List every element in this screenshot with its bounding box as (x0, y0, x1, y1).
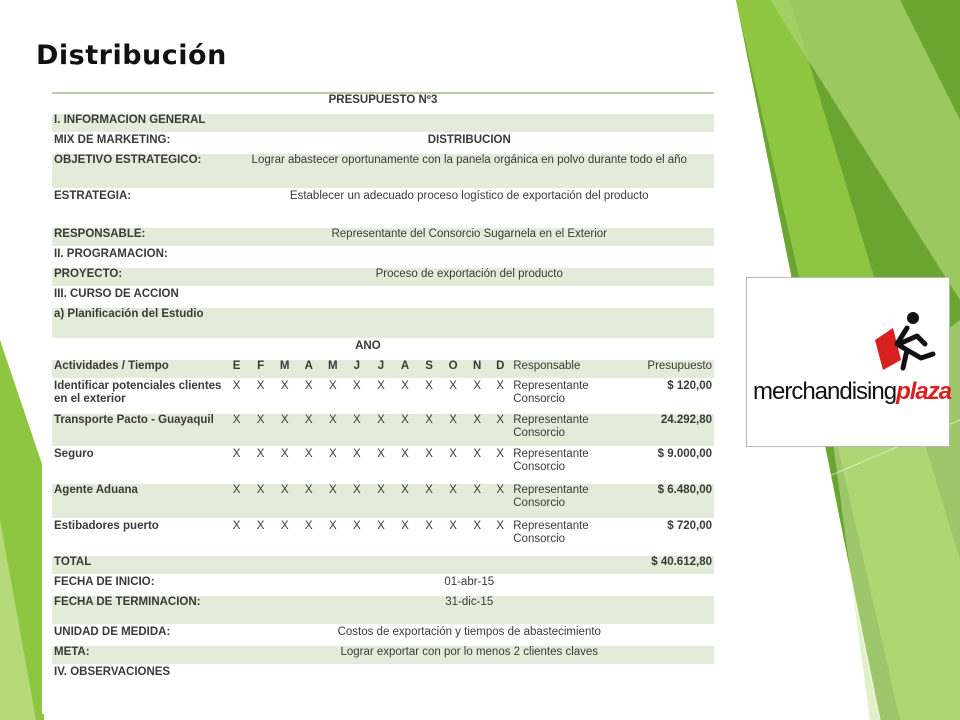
month-mark: X (249, 519, 273, 555)
section-observaciones: IV. OBSERVACIONES (52, 665, 714, 685)
month-mark: X (441, 519, 465, 555)
month-mark: X (249, 483, 273, 519)
month-mark: X (393, 483, 417, 519)
month-mark: X (345, 413, 369, 447)
budget-title: PRESUPUESTO Nº3 (52, 93, 714, 113)
month-mark: X (321, 519, 345, 555)
activity-row (52, 519, 714, 555)
month-mark: X (345, 447, 369, 483)
activity-responsable: Representante Consorcio (511, 483, 615, 519)
activity-row (52, 379, 714, 413)
budget-document (42, 86, 722, 714)
activity-name: Agente Aduana (52, 483, 225, 519)
activity-name: Identificar potenciales clientes en el exterior (52, 379, 225, 413)
table-row (52, 307, 714, 339)
month-mark: X (273, 483, 297, 519)
month-header: A (393, 359, 417, 379)
total-value: $ 40.612,80 (616, 555, 714, 575)
month-mark: X (489, 447, 511, 483)
objetivo-label: OBJETIVO ESTRATÉGICO: (52, 153, 225, 189)
total-row (52, 555, 714, 575)
activity-presupuesto: $ 120,00 (616, 379, 714, 413)
table-row (52, 113, 714, 133)
month-mark: X (369, 519, 393, 555)
month-mark: X (441, 447, 465, 483)
activity-responsable: Representante Consorcio (511, 519, 615, 555)
section-curso: III. CURSO DE ACCIÓN (52, 287, 714, 307)
activity-name: Transporte Pacto - Guayaquil (52, 413, 225, 447)
month-mark: X (273, 519, 297, 555)
activity-presupuesto: $ 6.480,00 (616, 483, 714, 519)
mix-value: DISTRIBUCIÓN (225, 133, 715, 153)
activity-row (52, 483, 714, 519)
table-row (52, 287, 714, 307)
unidad-label: UNIDAD DE MEDIDA: (52, 625, 225, 645)
meta-value: Lograr exportar con por lo menos 2 clientes claves (225, 645, 715, 665)
month-mark: X (417, 483, 441, 519)
table-row (52, 189, 714, 227)
responsable-label: RESPONSABLE: (52, 227, 225, 247)
month-mark: X (417, 519, 441, 555)
merchandising-plaza-logo (746, 277, 950, 447)
month-mark: X (225, 447, 249, 483)
activities-header: Actividades / Tiempo (52, 359, 225, 379)
table-row (52, 645, 714, 665)
logo-text-part2: plaza (896, 378, 952, 405)
section-general: I. INFORMACIÓN GENERAL (52, 113, 714, 133)
total-label: TOTAL (52, 555, 616, 575)
logo-wordmark (753, 378, 951, 406)
unidad-value: Costos de exportación y tiempos de abastecimiento (225, 625, 715, 645)
table-row (52, 133, 714, 153)
month-header: J (345, 359, 369, 379)
month-header: E (225, 359, 249, 379)
table-row (52, 665, 714, 685)
month-mark: X (417, 447, 441, 483)
month-mark: X (345, 519, 369, 555)
logo-text-part1: merchandising (753, 378, 897, 405)
month-mark: X (465, 483, 489, 519)
month-mark: X (297, 519, 321, 555)
activities-header-row (52, 359, 714, 379)
month-mark: X (249, 447, 273, 483)
month-mark: X (345, 379, 369, 413)
estrategia-value: Establecer un adecuado proceso logístico de exportación del producto (225, 189, 715, 227)
month-mark: X (297, 447, 321, 483)
fecha-inicio-label: FECHA DE INICIO: (52, 575, 225, 595)
month-mark: X (225, 483, 249, 519)
fecha-inicio-value: 01-abr-15 (225, 575, 715, 595)
month-mark: X (297, 413, 321, 447)
month-mark: X (417, 413, 441, 447)
month-header: M (321, 359, 345, 379)
responsable-value: Representante del Consorcio Sugarnela en el Exterior (225, 227, 715, 247)
table-row (52, 625, 714, 645)
responsable-header: Responsable (511, 359, 615, 379)
month-header: D (489, 359, 511, 379)
month-header: S (417, 359, 441, 379)
year-label: AÑO (225, 339, 512, 359)
table-row (52, 267, 714, 287)
month-header: A (297, 359, 321, 379)
month-mark: X (345, 483, 369, 519)
activity-presupuesto: $ 720,00 (616, 519, 714, 555)
month-mark: X (441, 413, 465, 447)
table-row (52, 575, 714, 595)
month-mark: X (369, 483, 393, 519)
table-row (52, 339, 714, 359)
month-mark: X (465, 447, 489, 483)
activity-responsable: Representante Consorcio (511, 413, 615, 447)
activity-responsable: Representante Consorcio (511, 379, 615, 413)
month-mark: X (465, 413, 489, 447)
month-mark: X (321, 413, 345, 447)
month-mark: X (321, 379, 345, 413)
month-mark: X (321, 483, 345, 519)
meta-label: META: (52, 645, 225, 665)
month-mark: X (441, 379, 465, 413)
activity-presupuesto: 24.292,80 (616, 413, 714, 447)
section-programacion: II. PROGRAMACIÓN: (52, 247, 714, 267)
month-mark: X (249, 379, 273, 413)
objetivo-value: Lograr abastecer oportunamente con la panela orgánica en polvo durante todo el año (225, 153, 715, 189)
month-mark: X (273, 413, 297, 447)
activity-presupuesto: $ 9.000,00 (616, 447, 714, 483)
table-row (52, 227, 714, 247)
activity-name: Seguro (52, 447, 225, 483)
month-mark: X (369, 413, 393, 447)
table-row (52, 247, 714, 267)
month-mark: X (297, 483, 321, 519)
activity-row (52, 413, 714, 447)
table-row (52, 153, 714, 189)
month-mark: X (249, 413, 273, 447)
table-row (52, 595, 714, 625)
fecha-fin-value: 31-dic-15 (225, 595, 715, 625)
month-mark: X (489, 519, 511, 555)
month-mark: X (369, 379, 393, 413)
month-mark: X (321, 447, 345, 483)
activity-responsable: Representante Consorcio (511, 447, 615, 483)
month-mark: X (393, 379, 417, 413)
month-mark: X (225, 379, 249, 413)
month-mark: X (393, 413, 417, 447)
month-mark: X (465, 379, 489, 413)
running-man-with-flag-icon (747, 278, 951, 378)
fecha-fin-label: FECHA DE TERMINACIÓN: (52, 595, 225, 625)
month-header: M (273, 359, 297, 379)
month-mark: X (273, 447, 297, 483)
month-mark: X (225, 519, 249, 555)
presupuesto-header: Presupuesto (616, 359, 714, 379)
month-mark: X (489, 483, 511, 519)
activity-name: Estibadores puerto (52, 519, 225, 555)
month-header: F (249, 359, 273, 379)
month-mark: X (393, 447, 417, 483)
month-mark: X (489, 379, 511, 413)
budget-table (52, 92, 714, 685)
month-mark: X (369, 447, 393, 483)
month-mark: X (273, 379, 297, 413)
slide-title: Distribución (36, 40, 227, 71)
proyecto-value: Proceso de exportación del producto (225, 267, 715, 287)
month-mark: X (393, 519, 417, 555)
proyecto-label: PROYECTO: (52, 267, 225, 287)
month-mark: X (417, 379, 441, 413)
month-header: O (441, 359, 465, 379)
month-mark: X (225, 413, 249, 447)
month-mark: X (465, 519, 489, 555)
planificacion-label: a) Planificación del Estudio (52, 307, 225, 339)
month-mark: X (441, 483, 465, 519)
month-mark: X (297, 379, 321, 413)
month-header: J (369, 359, 393, 379)
estrategia-label: ESTRATEGIA: (52, 189, 225, 227)
mix-label: MIX DE MARKETING: (52, 133, 225, 153)
table-title-row (52, 93, 714, 113)
activity-row (52, 447, 714, 483)
month-header: N (465, 359, 489, 379)
month-mark: X (489, 413, 511, 447)
